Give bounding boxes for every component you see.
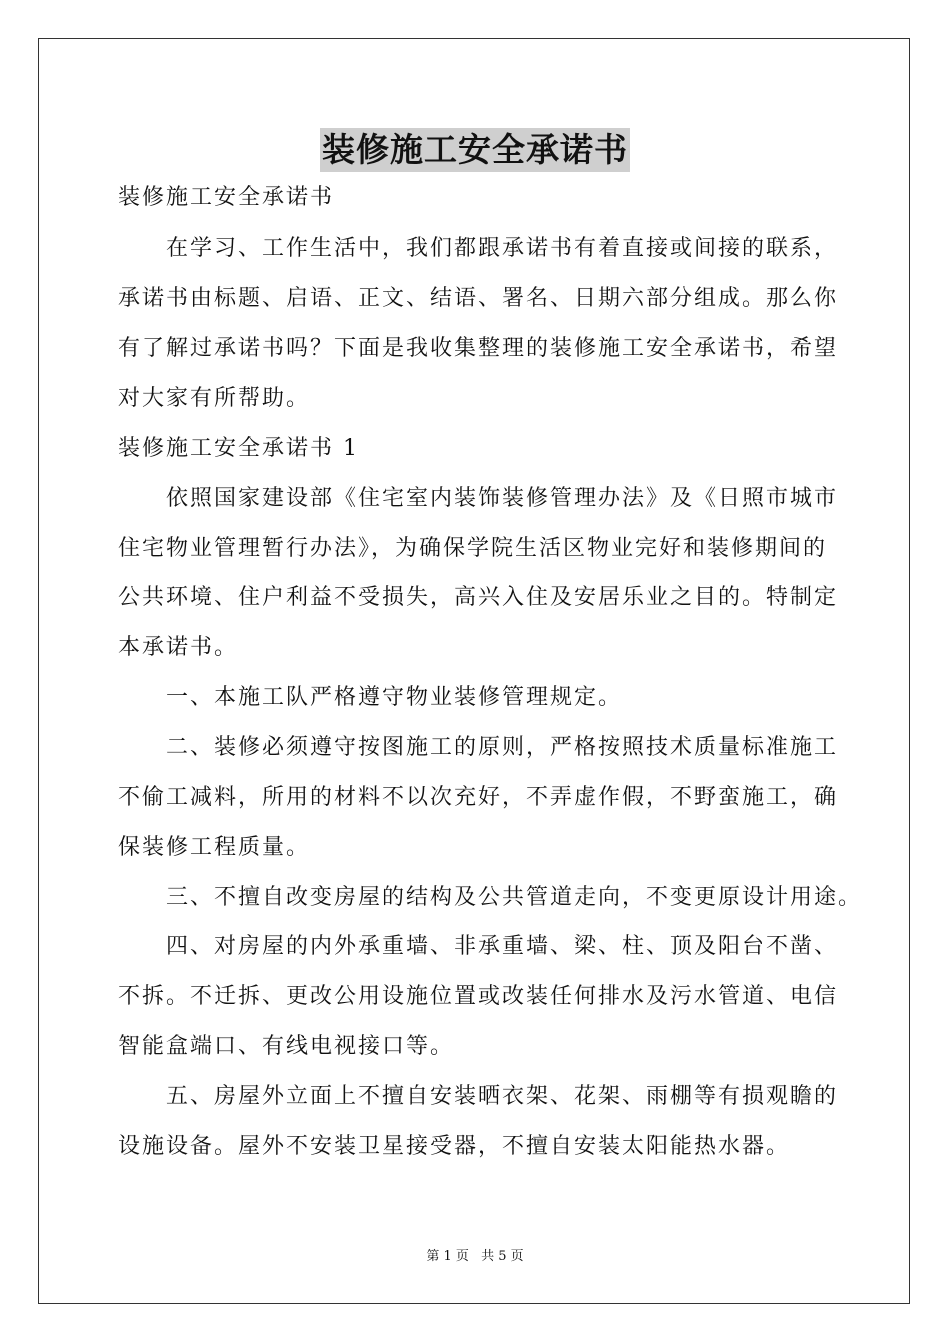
clause-line: 二、装修必须遵守按图施工的原则，严格按照技术质量标准施工 (166, 735, 839, 760)
page-border (38, 38, 910, 1304)
paragraph-line: 对大家有所帮助。 (118, 386, 311, 411)
page-number: 第 1 页 (426, 1249, 469, 1264)
paragraph-line: 依照国家建设部《住宅室内装饰装修管理办法》及《日照市城市 (166, 486, 839, 511)
section-heading: 装修施工安全承诺书 1 (118, 436, 359, 461)
clause-line: 四、对房屋的内外承重墙、非承重墙、梁、柱、顶及阳台不凿、 (166, 934, 839, 959)
subtitle-line: 装修施工安全承诺书 (118, 185, 335, 210)
paragraph-line: 有了解过承诺书吗？下面是我收集整理的装修施工安全承诺书，希望 (118, 336, 839, 361)
page-footer (0, 1248, 950, 1266)
document-title: 装修施工安全承诺书 (320, 128, 630, 172)
page-total: 共 5 页 (481, 1249, 524, 1264)
paragraph-line: 住宅物业管理暂行办法》，为确保学院生活区物业完好和装修期间的 (118, 536, 828, 561)
clause-line: 不拆。不迁拆、更改公用设施位置或改装任何排水及污水管道、电信 (118, 984, 839, 1009)
paragraph-line: 承诺书由标题、启语、正文、结语、署名、日期六部分组成。那么你 (118, 286, 839, 311)
clause-line: 一、本施工队严格遵守物业装修管理规定。 (166, 685, 623, 710)
paragraph-line: 本承诺书。 (118, 635, 239, 660)
clause-line: 不偷工减料，所用的材料不以次充好，不弄虚作假，不野蛮施工，确 (118, 785, 839, 810)
clause-line: 三、不擅自改变房屋的结构及公共管道走向，不变更原设计用途。 (166, 885, 863, 910)
title-container (0, 128, 950, 172)
paragraph-line: 公共环境、住户利益不受损失，高兴入住及安居乐业之目的。特制定 (118, 585, 839, 610)
clause-line: 智能盒端口、有线电视接口等。 (118, 1034, 455, 1059)
paragraph-line: 在学习、工作生活中，我们都跟承诺书有着直接或间接的联系， (166, 236, 839, 261)
clause-line: 五、房屋外立面上不擅自安装晒衣架、花架、雨棚等有损观瞻的 (166, 1084, 839, 1109)
clause-line: 设施设备。屋外不安装卫星接受器，不擅自安装太阳能热水器。 (118, 1134, 791, 1159)
clause-line: 保装修工程质量。 (118, 835, 311, 860)
